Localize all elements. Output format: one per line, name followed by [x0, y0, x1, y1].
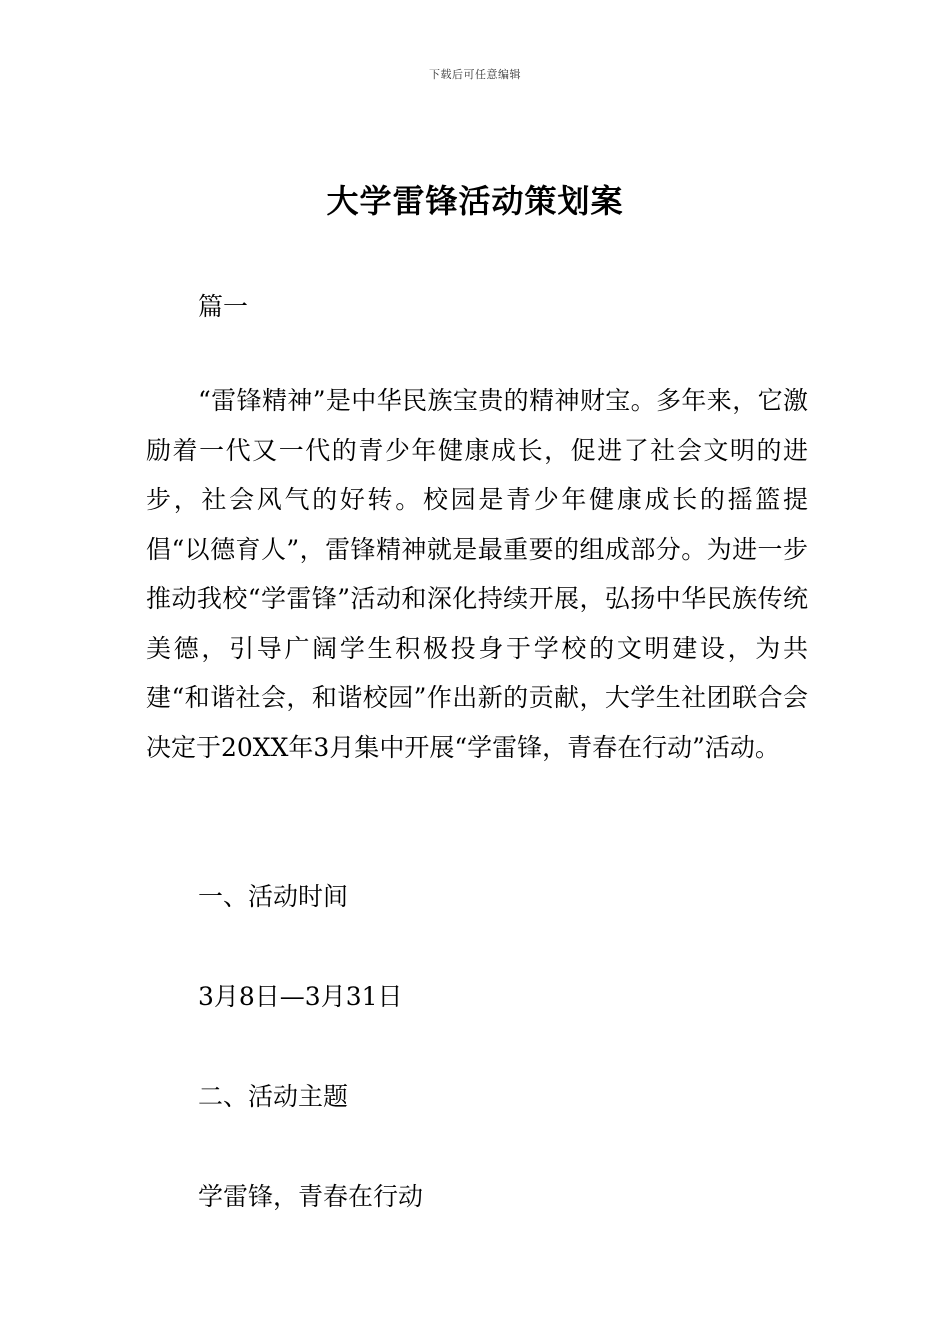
header-note: 下载后可任意编辑 — [429, 68, 521, 81]
intro-paragraph: “雷锋精神”是中华民族宝贵的精神财宝。多年来，它激励着一代又一代的青少年健康成长，促进了社会文明的进步，社会风气的好转。校园是青少年健康成长的摇篮提倡“以德育人”，雷锋精神就是最重要的组成部分。为进一步推动我校“学雷锋”活动和深化持续开展，弘扬中华民族传统美德，引导广阔学生积极投身于学校的文明建设，为共建“和谐社会，和谐校园”作出新的贡献，大学生社团联合会决定于20XX年3月集中开展“学雷锋，青春在行动”活动。 — [146, 386, 808, 762]
section-heading-activity-time: 一、活动时间 — [198, 882, 349, 911]
section-label: 篇一 — [198, 292, 249, 321]
document-title: 大学雷锋活动策划案 — [326, 182, 624, 220]
activity-time-value: 3月8日—3月31日 — [198, 982, 403, 1011]
activity-theme-value: 学雷锋，青春在行动 — [198, 1182, 424, 1211]
section-heading-activity-theme: 二、活动主题 — [198, 1082, 349, 1111]
